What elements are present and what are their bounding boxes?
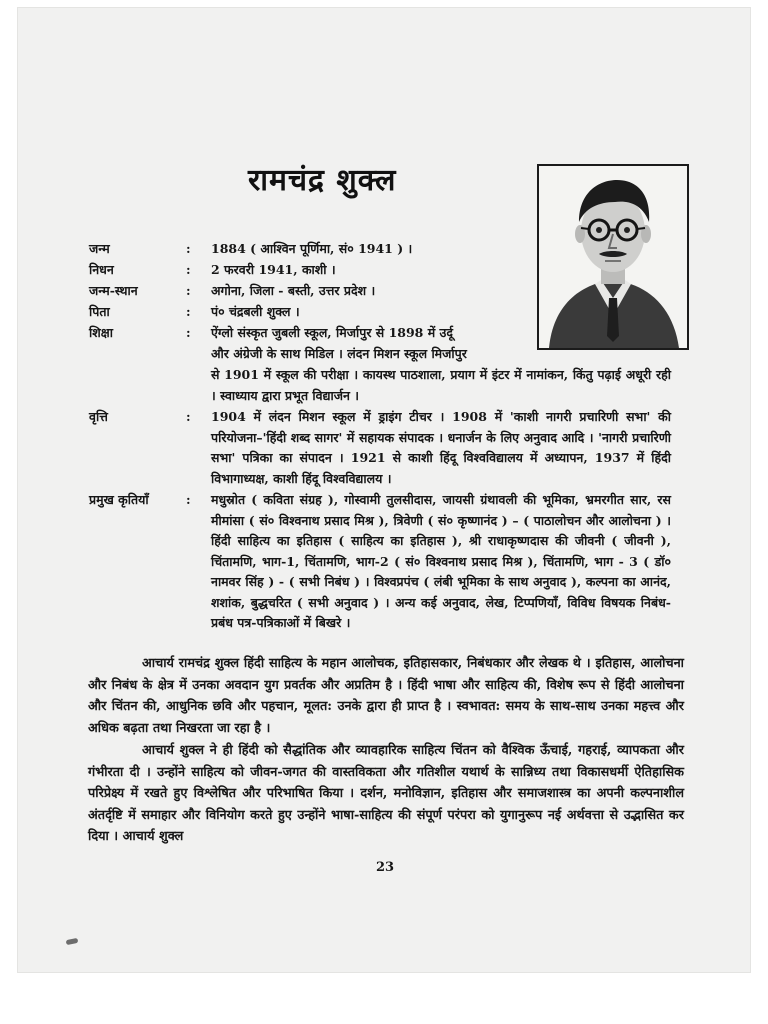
fact-value-education-rest: से 1901 में स्कूल की परीक्षा । कायस्थ पाठशाला, प्रयाग में इंटर में नामांकन, किंतु पढ़ाई अधूरी रही । स्वाध्याय द्वारा प्रभूत विद्यार्जन । bbox=[211, 367, 671, 403]
fact-colon: : bbox=[186, 409, 191, 424]
fact-label-profession: वृत्ति bbox=[89, 409, 108, 424]
page-title: रामचंद्र शुक्ल bbox=[248, 163, 397, 198]
fact-value-birth: 1884 ( आश्विन पूर्णिमा, सं० 1941 ) । bbox=[211, 241, 413, 256]
fact-value-death: 2 फरवरी 1941, काशी । bbox=[211, 262, 336, 277]
fact-value-profession: 1904 में लंदन मिशन स्कूल में ड्राइंग टीचर । 1908 में 'काशी नागरी प्रचारिणी सभा' की परियोजना–'हिंदी शब्द सागर' में सहायक संपादक । धनार्जन के लिए अनुवाद आदि । 'नागरी प्रचारिणी सभा' पत्रिका का संपादन । 1921 से काशी हिंदू विश्वविद्यालय में अध्यापन, 1937 में हिंदी विभागाध्यक्ष, काशी हिंदू विश्वविद्यालय । bbox=[211, 409, 671, 486]
fact-label-father: पिता bbox=[89, 304, 110, 319]
author-portrait bbox=[537, 164, 689, 350]
fact-label-birthplace: जन्म-स्थान bbox=[89, 283, 138, 298]
fact-label-works: प्रमुख कृतियाँ bbox=[89, 492, 149, 507]
fact-colon: : bbox=[186, 304, 191, 319]
fact-label-education: शिक्षा bbox=[89, 325, 113, 340]
fact-label-death: निधन bbox=[89, 262, 114, 277]
fact-colon: : bbox=[186, 492, 191, 507]
fact-value-education-line2: और अंग्रेजी के साथ मिडिल । लंदन मिशन स्कूल मिर्जापुर bbox=[211, 346, 467, 361]
body-paragraph-1: आचार्य रामचंद्र शुक्ल हिंदी साहित्य के महान आलोचक, इतिहासकार, निबंधकार और लेखक थे । इतिहास, आलोचना और निबंध के क्षेत्र में उनका अवदान युग प्रवर्तक और अप्रतिम है । हिंदी भाषा और साहित्य की, विशेष रूप से हिंदी आलोचना और चिंतन की, आधुनिक छवि और पहचान, मूलत: उनके द्वारा ही प्राप्त है । स्वभावत: समय के साथ-साथ उनका महत्त्व और अधिक बढ़ता तथा निखरता जा रहा है । bbox=[88, 656, 684, 736]
body-paragraph-2: आचार्य शुक्ल ने ही हिंदी को सैद्धांतिक और व्यावहारिक साहित्य चिंतन को वैश्विक ऊँचाई, गहराई, व्यापकता और गंभीरता दी । उन्होंने साहित्य को जीवन-जगत की वास्तविकता और गतिशील यथार्थ के सान्निध्य तथा विकासधर्मी ऐतिहासिक परिप्रेक्ष्य में रखते हुए विश्लेषित और परिभाषित किया । दर्शन, मनोविज्ञान, इतिहास और समाजशास्त्र का अपनी कल्पनाशील अंतर्दृष्टि में समाहार और विनियोग करते हुए उन्होंने भाषा-साहित्य की संपूर्ण परंपरा को युगानुरूप नई अर्थवत्ता से उद्भासित कर दिया । आचार्य शुक्ल bbox=[88, 743, 684, 844]
fact-colon: : bbox=[186, 325, 191, 340]
fact-label-birth: जन्म bbox=[89, 241, 110, 256]
fact-value-works: मधुस्रोत ( कविता संग्रह ), गोस्वामी तुलसीदास, जायसी ग्रंथावली की भूमिका, भ्रमरगीत सार, रस मीमांसा ( सं० विश्वनाथ प्रसाद मिश्र ), त्रिवेणी ( सं० कृष्णानंद ) – ( पाठालोचन और आलोचना ) । हिंदी साहित्य का इतिहास ( साहित्य का इतिहास ), श्री राधाकृष्णदास की जीवनी ( जीवनी ), चिंतामणि, भाग-1, चिंतामणि, भाग-2 ( सं० विश्वनाथ प्रसाद मिश्र ), चिंतामणि, भाग - 3 ( डॉ० नामवर सिंह ) - ( सभी निबंध ) । विश्वप्रपंच ( लंबी भूमिका के साथ अनुवाद ), कल्पना का आनंद, शशांक, बुद्धचरित ( सभी अनुवाद ) । अन्य कई अनुवाद, लेख, टिप्पणियाँ, विविध विषयक निबंध-प्रबंध पत्र-पत्रिकाओं में बिखरे । bbox=[211, 492, 671, 630]
fact-colon: : bbox=[186, 262, 191, 277]
fact-colon: : bbox=[186, 283, 191, 298]
page-number: 23 bbox=[376, 860, 395, 875]
fact-value-father: पं० चंद्रबली शुक्ल । bbox=[211, 304, 300, 319]
fact-value-birthplace: अगोना, जिला - बस्ती, उत्तर प्रदेश । bbox=[211, 283, 376, 298]
fact-colon: : bbox=[186, 241, 191, 256]
fact-value-education-line1: ऐंग्लो संस्कृत जुबली स्कूल, मिर्जापुर से 1898 में उर्दू bbox=[211, 325, 454, 340]
